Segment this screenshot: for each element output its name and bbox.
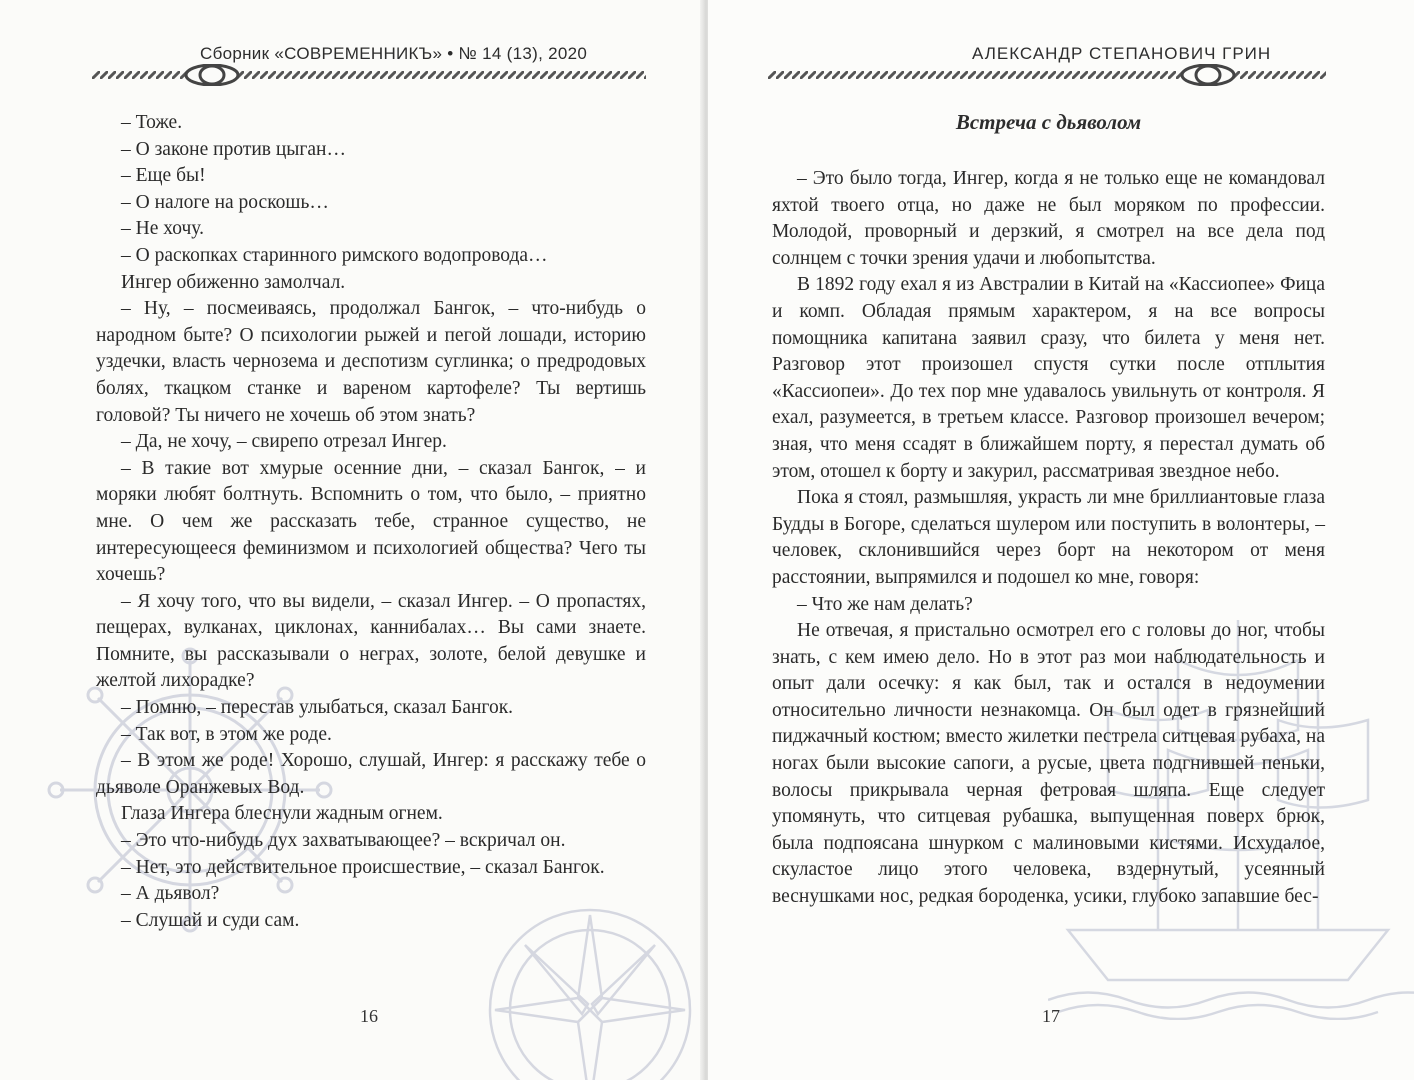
paragraph: – Еще бы!	[121, 165, 206, 187]
paragraph: – Я хочу того, что вы видели, – сказал Ингер. – О пропастях, пещерах, вулканах, циклонах, каннибалах… Вы сами знаете. Помните, вы рассказывали о неграх, золоте, белой девушке и желтой лихорадке?	[96, 590, 646, 692]
paragraph: – Что же нам делать?	[797, 593, 973, 615]
paragraph: – Нет, это действительное происшествие, – сказал Бангок.	[121, 856, 605, 878]
page-number: 17	[1042, 1006, 1060, 1026]
paragraph: – О законе против цыган…	[121, 138, 346, 160]
paragraph: – Да, не хочу, – свирепо отрезал Ингер.	[121, 431, 447, 453]
paragraph: – Тоже.	[121, 112, 183, 133]
paragraph: – А дьявол?	[121, 883, 220, 905]
paragraph: В 1892 году ехал я из Австралии в Китай на «Кассиопее» Фица и комп. Обладая прямым характером, я на все вопросы помощника капитана заявил сразу, что билета у меня нет. Разговор этот произошел спустя сутки после отплытия «Кассиопеи». До тех пор мне удавалось увильнуть от контроля. Я ехал, разумеется, в третьем классе. Разговор произошел вечером; зная, что меня ссадят в ближайшем порту, я перестал думать об этом, отошел к борту и закурил, рассматривая звездное небо.	[772, 274, 1325, 482]
paragraph: Пока я стоял, размышляя, украсть ли мне бриллиантовые глаза Будды в Богоре, сделаться шулером или поступить в волонтеры, – человек, склонившийся через борт на некотором от меня расстоянии, выпрямился и подошел ко мне, говоря:	[772, 487, 1325, 588]
page-number: 16	[360, 1006, 378, 1026]
right-page	[708, 0, 1414, 1080]
paragraph: – В такие вот хмурые осенние дни, – сказал Бангок, – и моряки любят болтнуть. Вспомнить о том, что было, – приятно мне. О чем же рассказать тебе, странное существо, не интересующееся феминизмом и психологией общества? Чего ты хочешь?	[96, 457, 646, 586]
left-body-text	[96, 110, 646, 934]
paragraph: – Слушай и суди сам.	[121, 909, 300, 931]
chapter-title: Встреча с дьяволом	[955, 110, 1142, 134]
paragraph: Глаза Ингера блеснули жадным огнем.	[121, 803, 443, 825]
right-body-text	[772, 166, 1325, 911]
left-page	[0, 0, 704, 1080]
paragraph: – Помню, – перестав улыбаться, сказал Бангок.	[121, 697, 514, 719]
paragraph: – Не хочу.	[121, 218, 204, 240]
paragraph: Не отвечая, я пристально осмотрел его с головы до ног, чтобы знать, с кем имею дело. Но в этот раз мои наблюдательность и опыт дали осечку: я как был, так и остался в недоумении относительно личности незнакомца. Он был одет в грязнейший пиджачный костюм; вместо жилетки пестрела ситцевая рубаха, на ногах были высокие сапоги, а русые, цвета подгнившей пеньки, волосы прикрывала черная фетровая шляпа. Еще следует упомянуть, что ситцевая рубашка, выпущенная поверх брюк, была подпоясана шнурком с малиновыми кистями. Исхудалое, скуластое лицо этого человека, вздернутый, усеянный веснушками нос, редкая бороденка, усики, глубоко запавшие бес-	[772, 620, 1325, 908]
paragraph: – В этом же роде! Хорошо, слушай, Ингер: я расскажу тебе о дьяволе Оранжевых Вод.	[96, 750, 646, 798]
paragraph: – Это что-нибудь дух захватывающее? – вскричал он.	[121, 830, 566, 852]
paragraph: – Это было тогда, Ингер, когда я не только еще не командовал яхтой твоего отца, но даже не был моряком по профессии. Молодой, проворный и дерзкий, я смотрел на все дела под солнцем с точки зрения удачи и любопытства.	[772, 168, 1325, 269]
running-head: АЛЕКСАНДР СТЕПАНОВИЧ ГРИН	[972, 44, 1272, 63]
paragraph: – Так вот, в этом же роде.	[121, 723, 332, 745]
paragraph: – Ну, – посмеиваясь, продолжал Бангок, – что-нибудь о народном быте? О психологии рыжей и пегой лошади, историю уздечки, власть чернозема и деспотизм суглинка; о предродовых болях, ткацком станке и вареном картофеле? Ты вертишь головой? Ты ничего не хочешь об этом знать?	[96, 298, 646, 426]
rope-knot-ornament-icon	[92, 64, 646, 86]
running-head: Сборник «СОВРЕМЕННИКЪ» • № 14 (13), 2020	[200, 44, 588, 63]
paragraph: Ингер обиженно замолчал.	[121, 271, 346, 293]
rope-knot-ornament-icon	[768, 64, 1326, 86]
paragraph: – О раскопках старинного римского водопровода…	[121, 244, 548, 266]
paragraph: – О налоге на роскошь…	[121, 191, 329, 213]
